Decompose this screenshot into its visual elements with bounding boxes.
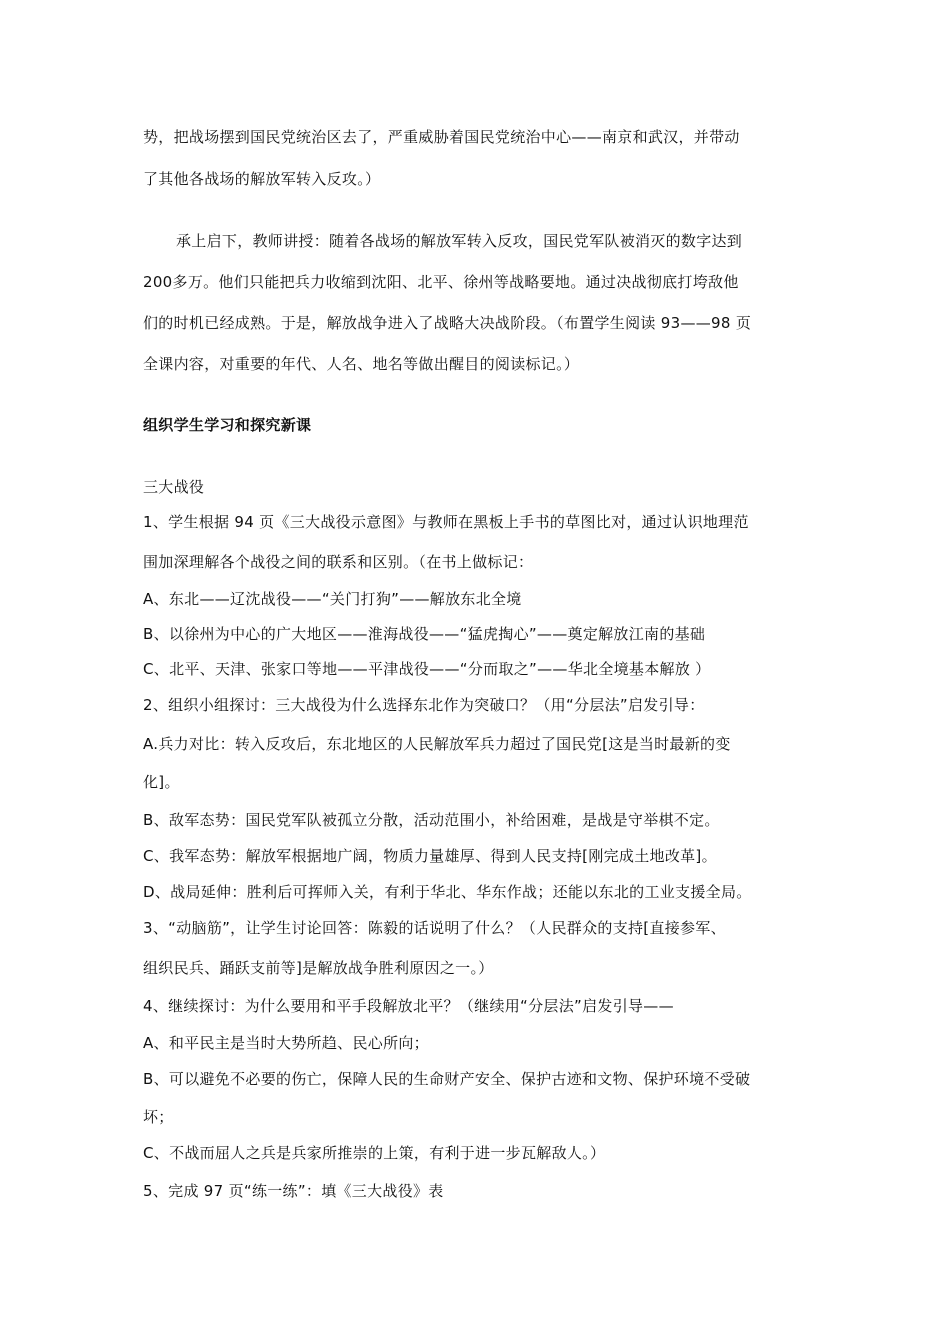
body-line-5: C、北平、天津、张家口等地——平津战役——“分而取之”——华北全境基本解放 ） (143, 660, 711, 678)
body-line-6: 2、组织小组探讨：三大战役为什么选择东北作为突破口？（用“分层法”启发引导： (143, 696, 705, 714)
body-line-4: B、以徐州为中心的广大地区——淮海战役——“猛虎掏心”——奠定解放江南的基础 (143, 625, 706, 643)
body-line-14: 4、继续探讨：为什么要用和平手段解放北平？（继续用“分层法”启发引导—— (143, 997, 674, 1015)
body-line-2: 围加深理解各个战役之间的联系和区别。（在书上做标记： (143, 553, 534, 571)
body-line-10: C、我军态势：解放军根据地广阔，物质力量雄厚、得到人民支持[刚完成土地改革]。 (143, 847, 717, 865)
body-line-19: 5、完成 97 页“练一练”：填《三大战役》表 (143, 1182, 444, 1200)
transition-line-2: 200多万。他们只能把兵力收缩到沈阳、北平、徐州等战略要地。通过决战彻底打垮敌他 (143, 273, 739, 291)
body-line-7: A.兵力对比：转入反攻后，东北地区的人民解放军兵力超过了国民党[这是当时最新的变 (143, 735, 731, 753)
body-line-9: B、敌军态势：国民党军队被孤立分散，活动范围小，补给困难，是战是守举棋不定。 (143, 811, 720, 829)
body-line-16: B、可以避免不必要的伤亡，保障人民的生命财产安全、保护古迹和文物、保护环境不受破 (143, 1070, 751, 1088)
intro-line-1: 势，把战场摆到国民党统治区去了，严重威胁着国民党统治中心——南京和武汉，并带动 (143, 128, 740, 146)
transition-line-1: 承上启下，教师讲授：随着各战场的解放军转入反攻，国民党军队被消灭的数字达到 (176, 232, 743, 250)
transition-line-4: 全课内容，对重要的年代、人名、地名等做出醒目的阅读标记。） (143, 355, 580, 373)
body-line-15: A、和平民主是当时大势所趋、民心所向； (143, 1034, 429, 1052)
transition-line-3: 们的时机已经成熟。于是，解放战争进入了战略大决战阶段。（布置学生阅读 93——98 页 (143, 314, 752, 332)
body-line-1: 1、学生根据 94 页《三大战役示意图》与教师在黑板上手书的草图比对，通过认识地理范 (143, 513, 749, 531)
body-line-13: 组织民兵、踊跃支前等]是解放战争胜利原因之一。） (143, 959, 494, 977)
body-line-8: 化]。 (143, 773, 180, 791)
body-line-18: C、不战而屈人之兵是兵家所推崇的上策，有利于进一步瓦解敌人。） (143, 1144, 606, 1162)
intro-line-2: 了其他各战场的解放军转入反攻。） (143, 170, 381, 188)
section-heading: 组织学生学习和探究新课 (143, 416, 312, 434)
body-line-17: 坏； (143, 1108, 174, 1126)
subsection-title: 三大战役 (143, 478, 205, 496)
body-line-3: A、东北——辽沈战役——“关门打狗”——解放东北全境 (143, 590, 522, 608)
body-line-11: D、战局延伸：胜利后可挥师入关，有利于华北、华东作战；还能以东北的工业支援全局。 (143, 883, 752, 901)
body-line-12: 3、“动脑筋”，让学生讨论回答：陈毅的话说明了什么？（人民群众的支持[直接参军、 (143, 919, 726, 937)
